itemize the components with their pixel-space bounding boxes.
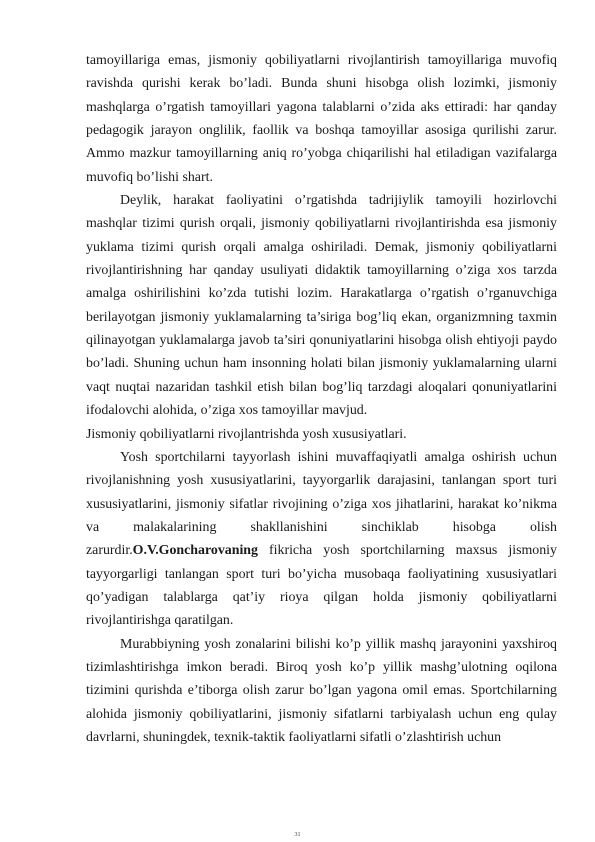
document-body xyxy=(86,49,557,749)
paragraph-4-text-before: Yosh sportchilarni tayyorlash ishini muvaffaqiyatli amalga oshirish uchun rivojlanishning yosh xususiyatlarini, tayyorgarlik darajasini, tanlangan sport turi xususiyatlarini, jismoniy sifatlar rivojining o’ziga xos jihatlarini, harakat ko’nikma va malakalarining shakllanishini sinchiklab hisobga olish zarurdir. xyxy=(86,449,557,559)
author-name-bold: O.V.Goncharovaning xyxy=(132,543,258,559)
paragraph-4-text-after: fikricha yosh sportchilarning maxsus jismoniy tayyorgarligi tanlangan sport turi bo’yicha musobaqa faoliyatining xususiyatlari qo’yadigan talablarga qat’iy rioya qilgan holda jismoniy qobiliyatlarni rivojlantirishga qaratilgan. xyxy=(86,543,557,629)
paragraph-1: tamoyillariga emas, jismoniy qobiliyatlarni rivojlantirish tamoyillariga muvofiq ravishda qurishi kerak bo’ladi. Bunda shuni hisobga olish lozimki, jismoniy mashqlarga o’rgatish tamoyillari yagona talablarni o’zida aks ettiradi: har qanday pedagogik jarayon onglilik, faollik va boshqa tamoyillar asosiga qurilishi zarur. Ammo mazkur tamoyillarning aniq ro’yobga chiqarilishi hal etiladigan vazifalarga muvofiq bo’lishi shart. xyxy=(86,53,557,185)
paragraph-2: Deylik, harakat faoliyatini o’rgatishda tadrijiylik tamoyili hozirlovchi mashqlar tizimi qurish orqali, jismoniy qobiliyatlarni rivojlantirishda esa jismoniy yuklama tizimi qurish orqali amalga oshiriladi. Demak, jismoniy qobiliyatlarni rivojlantirishning har qanday usuliyati didaktik tamoyillarning o’ziga xos tarzda amalga oshirilishini ko’zda tutishi lozim. Harakatlarga o’rgatish o’rganuvchiga berilayotgan jismoniy yuklamalarning ta’siriga bog’liq ekan, organizmning taxmin qilinayotgan yuklamalarga javob ta’siri qonuniyatlarini hisobga olish ehtiyoji paydo bo’ladi. Shuning uchun ham insonning holati bilan jismoniy yuklamalarning ularni vaqt nuqtai nazaridan tashkil etish bilan bog’liq tarzdagi aloqalari qonuniyatlarini ifodalovchi alohida, o’ziga xos tamoyillar mavjud. xyxy=(86,193,557,419)
paragraph-4 xyxy=(86,446,557,633)
paragraph-5: Murabbiyning yosh zonalarini bilishi ko’p yillik mashq jarayonini yaxshiroq tizimlashtirishga imkon beradi. Biroq yosh ko’p yillik mashg’ulotning oqilona tizimini qurishda e’tiborga olish zarur bo’lgan yagona omil emas. Sportchilarning alohida jismoniy qobiliyatlarini, jismoniy sifatlarni tarbiyalash uchun eng qulay davrlarni, shuningdek, texnik-taktik faoliyatlarni sifatli o’zlashtirish uchun xyxy=(86,636,557,745)
page-number: 31 xyxy=(294,832,301,838)
section-heading: Jismoniy qobiliyatlarni rivojlantrishda yosh xususiyatlari. xyxy=(86,426,407,442)
